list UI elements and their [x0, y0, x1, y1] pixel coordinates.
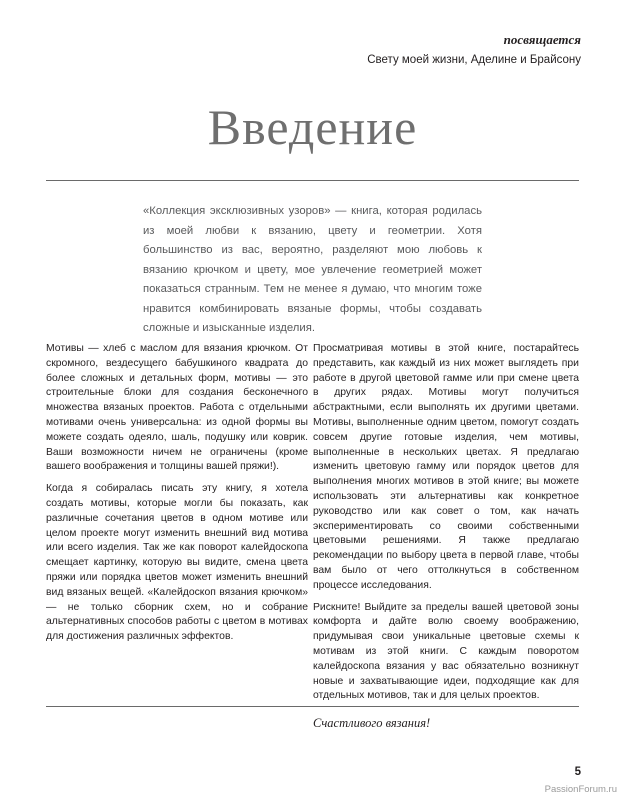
- closing-line: Счастливого вязания!: [313, 716, 431, 731]
- top-divider: [46, 180, 579, 181]
- dedication-title: посвящается: [503, 32, 581, 47]
- left-paragraph-1: Мотивы — хлеб с маслом для вязания крючком. От скромного, вездесущего бабушкиного квадрата до более сложных и детальных форм, мотивы — это строительные блоки для создания бесконечного множества вязаных проектов. Работа с отдельными мотивами очень универсальна: из одной формы вы можете создать одеяло, шаль, подушку или коврик. Ваши возможности ничем не ограничены (кроме вашего воображения и толщины вашей пряжи!).: [46, 343, 308, 473]
- right-column: [313, 342, 579, 738]
- bottom-divider: [46, 706, 579, 707]
- left-paragraph-2: Когда я собиралась писать эту книгу, я хотела создать мотивы, которые могли бы показать, как различные сочетания цветов в одном мотиве или целом проекте могут изменить внешний вид мотива или всего изделия. Так же как поворот калейдоскопа смещает картинку, которую вы видите, смена цвета пряжи или порядка цветов может изменить внешний вид вязаных вещей. «Калейдоскоп вязания крючком» — не только сборник схем, но и собрание альтернативных способов работы с цветом в мотивах для достижения различных эффектов.: [46, 483, 308, 643]
- left-column: [46, 342, 308, 645]
- right-paragraph-1: Просматривая мотивы в этой книге, постарайтесь представить, как каждый из них может выглядеть при работе в другой цветовой гамме или при смене цвета в других рядах. Мотивы могут получиться абстрактными, если выполнять их другими цветами. Мотивы, выполненные одним цветом, помогут создать совсем другие готовые изделия, чем мотивы, выполненные в нескольких цветах. Я предлагаю изменить цветовую гамму или порядок цветов для выполнения многих мотивов в этой книге; вы можете использовать эти альтернативы как конкретное руководство или как совет о том, как начать экспериментировать со своими собственными цветовыми решениями. Я также предлагаю рекомендации по выбору цвета в первой главе, чтобы вам было от чего оттолкнуться в собственном процессе исследования.: [313, 343, 579, 591]
- page-heading: Введение: [207, 99, 418, 155]
- dedication: [367, 32, 581, 66]
- intro-paragraph: «Коллекция эксклюзивных узоров» — книга, которая родилась из моей любви к вязанию, цвету и геометрии. Хотя большинство из вас, вероятно, разделяют мою любовь к вязанию крючком и цвету, мое увлечение геометрией может показаться странным. Тем не менее я думаю, что многим тоже нравится комбинировать вязаные формы, чтобы создавать сложные и изысканные изделия.: [143, 205, 482, 334]
- watermark: PassionForum.ru: [544, 784, 617, 795]
- page-number: 5: [574, 766, 581, 778]
- dedication-text: Свету моей жизни, Аделине и Брайсону: [367, 54, 581, 66]
- right-paragraph-2: Рискните! Выйдите за пределы вашей цветовой зоны комфорта и дайте волю своему воображению, придумывая свои уникальные цветовые схемы к мотивам из этой книги. С каждым поворотом калейдоскопа вязания у вас обязательно возникнут новые и захватывающие идеи, подходящие как для отдельных мотивов, так и для целых проектов.: [313, 601, 579, 702]
